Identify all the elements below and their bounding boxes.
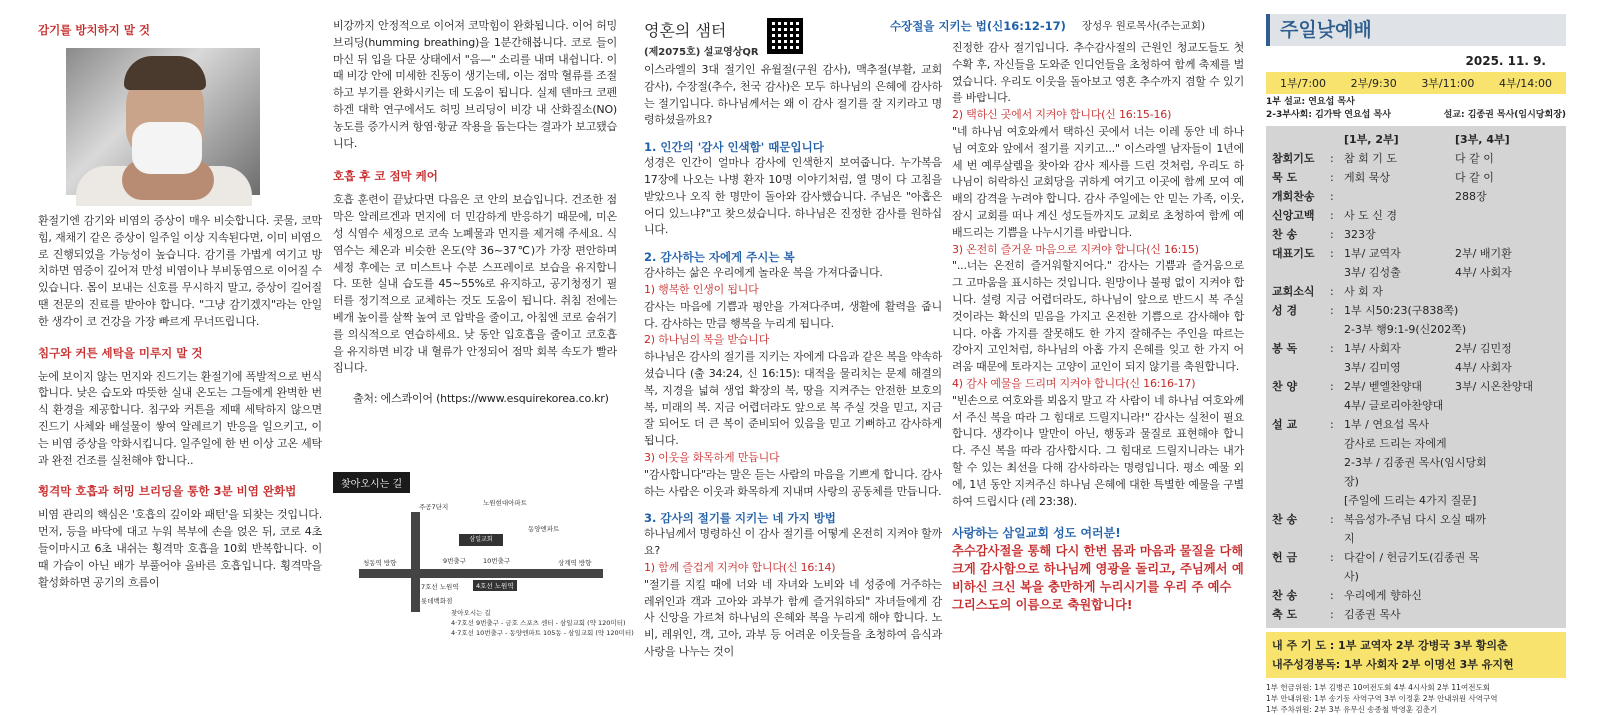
order-value: 복음성가-주님 다시 오실 때까지: [1344, 513, 1486, 545]
sermon-subpoint: 2) 택하신 곳에서 지켜야 합니다(신 16:15-16): [952, 108, 1172, 122]
bulletin-subtitle: (제2075호) 설교영상QR: [644, 47, 759, 58]
order-row: [1266, 415, 1566, 434]
order-value: 4부/ 글로리아찬양대: [1344, 399, 1444, 412]
heading-mucosa: 호흡 후 코 점막 케어: [333, 169, 438, 184]
order-colon: [1330, 396, 1344, 415]
order-value: 참 회 기 도: [1344, 152, 1397, 165]
order-label: [1266, 320, 1330, 339]
order-colon: [1330, 453, 1344, 491]
order-label: 대표기도: [1272, 247, 1315, 260]
order-header: [1부, 2부] [3부, 4부]: [1344, 133, 1510, 146]
order-value: 288장: [1455, 190, 1487, 203]
church-map: [333, 472, 634, 642]
order-label: 성 경: [1272, 304, 1298, 317]
next-week: [1266, 632, 1566, 678]
paragraph-bedding: 눈에 보이지 않는 먼지와 진드기는 환절기에 폭발적으로 번식합니다. 낮은 습도와 따뜻한 실내 온도는 그들에게 완벽한 번식 환경을 제공합니다. 침구와 커튼을 제때 세탁하지 않으면 진드기 사체와 배설물이 쌓여 알레르기 반응을 일으키고, 이는 비염 증상을 악화시킵니다. 일주일에 한 번 이상 고온 세탁과 완전 건조를 실천해야 합니다..: [38, 369, 322, 467]
order-value: 우리에게 향하신: [1344, 589, 1422, 602]
order-value: 1부/ 교역자: [1344, 247, 1401, 260]
order-row: [1266, 320, 1566, 339]
order-row: [1266, 548, 1566, 586]
closing-text: 추수감사절을 통해 다시 한번 몸과 마음과 물질을 다해 크게 감사함으로 하나님께 영광을 돌리고, 주님께서 예비하신 크신 복을 충만하게 누리시기를 우리 주 예수 그리스도의 이름으로 축원합니다!: [952, 544, 1244, 613]
order-label: [1266, 358, 1330, 377]
service-time: 2부/9:30: [1350, 77, 1397, 90]
lead-3: 설교: 김종권 목사(임시당회장): [1443, 110, 1566, 120]
order-row: [1266, 358, 1566, 377]
sermon-subpoint-text: 하나님은 감사의 절기를 지키는 자에게 다음과 같은 복을 약속하셨습니다 (출 34:24, 신 16:15): 대적을 물리치는 문제 해결의 복, 지경을 넓혀 생업 확장의 복, 땅을 지켜주는 안전한 보호의 복, 미래의 복. 지금 어렵더라도 앞으로 복 주실 것을 믿고, 지금 잘 되어도 더 큰 복이 준비되어 있음을 믿고 기뻐하고 감사하게 됩니다.: [644, 350, 942, 448]
order-value: [1455, 225, 1566, 244]
order-label: 신앙고백: [1272, 209, 1315, 222]
order-value: [1455, 605, 1566, 624]
order-value: 다 같 이: [1455, 152, 1494, 165]
order-row: [1266, 225, 1566, 244]
sermon-subpoint: 3) 이웃을 화목하게 만듭니다: [644, 450, 780, 464]
order-value: [1492, 415, 1566, 434]
order-colon: :: [1330, 589, 1334, 602]
map-road-label: 주공7단지: [419, 503, 449, 511]
sermon-title: 수장절을 지키는 법(신16:12-17): [890, 19, 1066, 33]
column-sermon-1: [644, 18, 942, 661]
order-label: [1266, 263, 1330, 282]
order-value: [1492, 396, 1566, 415]
order-row: [1266, 396, 1566, 415]
order-colon: :: [1330, 304, 1334, 317]
next-prayer: 내 주 기 도 : 1부 교역자 2부 강병국 3부 황의춘: [1272, 639, 1508, 652]
order-row: [1266, 187, 1566, 206]
order-colon: :: [1330, 209, 1334, 222]
map-direction: 4·7호선 9번출구 - 금호 스포츠 센터 - 삼일교회 (약 120미터): [451, 619, 626, 627]
order-label: 참회기도: [1272, 152, 1315, 165]
sermon-subpoint-text: "빈손으로 여호와를 뵈옵지 말고 각 사람이 네 하나님 여호와께서 주신 복을 따라 그 힘대로 드릴지니라!" 감사는 실천이 필요합니다. 생각이나 말만이 아닌, 행동과 물질로 표현해야 합니다. 주신 복을 따라 감사합시다. 그 힘대로 드릴지니라는 내가 할 수 있는 최선을 다해 감사하라는 명령입니다. 평소 예물 외에, 1년 동안 지켜주신 하나님 은혜에 대한 특별한 예물을 구별하여 드립시다 (레 23:38).: [952, 393, 1244, 508]
order-row: [1266, 149, 1566, 168]
order-value: [1455, 282, 1566, 301]
order-label: [1266, 396, 1330, 415]
committee-line: 1부 안내위원: 1부 송기동 사역구역 3부 이정훈 2부 안내위원 사역구역: [1266, 694, 1498, 703]
column-sermon-2: [952, 40, 1244, 614]
source-citation: 출처: 에스콰이어 (https://www.esquirekorea.co.kr): [353, 392, 609, 406]
order-value: 4부/ 사회자: [1455, 266, 1512, 279]
road-vertical: [411, 512, 420, 612]
closing-heading: 사랑하는 삼일교회 성도 여러분!: [952, 526, 1121, 541]
sermon-point-3-text: 하나님께서 명령하신 이 감사 절기를 어떻게 온전히 지켜야 할까요?: [644, 527, 942, 558]
order-colon: :: [1330, 380, 1334, 393]
order-value: 다같이 / 헌금기도(김종권 목사): [1344, 551, 1480, 583]
lead-line: [1266, 109, 1566, 122]
order-colon: :: [1330, 285, 1334, 298]
order-value: 3부/ 김미영: [1344, 361, 1401, 374]
order-value: 김종권 목사: [1344, 608, 1401, 621]
order-value: [1492, 301, 1566, 320]
bulletin-title: 영혼의 샘터: [644, 21, 727, 40]
sermon-preacher: 장성우 원로목사(주는교회): [1082, 20, 1206, 32]
order-row: [1266, 339, 1566, 358]
heading-cold: 감기를 방치하지 말 것: [38, 23, 150, 37]
sermon-text: 진정한 감사 절기입니다. 추수감사절의 근원인 청교도들도 첫 수확 후, 자신들을 도와준 인디언들을 초청하여 함께 축제를 벌였습니다. 우리도 이웃을 돌아보고 영혼 추수까지 겸할 수 있기를 바랍니다.: [952, 41, 1244, 105]
order-row: [1266, 301, 1566, 320]
heading-breathing: 횡격막 호흡과 허밍 브리딩을 통한 3분 비염 완화법: [38, 484, 297, 499]
service-time: 3부/11:00: [1421, 77, 1475, 90]
lead-2: 2-3부사회: 김가탁 연요섭 목사: [1266, 110, 1391, 120]
order-value: 2-3부 / 김종권 목사(임시당회장): [1344, 456, 1487, 488]
order-colon: :: [1330, 513, 1334, 526]
order-label: 묵 도: [1272, 171, 1298, 184]
order-row: [1266, 377, 1566, 396]
map-road-label: 9번출구: [443, 557, 466, 565]
order-colon: :: [1330, 342, 1334, 355]
service-time: 1부/7:00: [1280, 77, 1327, 90]
paragraph-breathing: 비염 관리의 핵심은 '호흡의 깊이와 패턴'을 되찾는 것입니다. 먼저, 등을 바닥에 대고 누워 복부에 손을 얹은 뒤, 코로 4초 들이마시고 6초 내쉬는 횡격막 호흡을 10회 반복합니다. 이때 가슴이 아닌 배가 부풀어야 올바른 호흡입니다. 횡격막을 활성화하면 공기의 흐름이: [38, 508, 322, 589]
order-colon: :: [1330, 418, 1334, 431]
order-value: 사 도 신 경: [1344, 209, 1397, 222]
order-row: [1266, 244, 1566, 263]
sermon-point-2: 2. 감사하는 자에게 주시는 복: [644, 250, 795, 265]
order-label: 개회찬송: [1272, 190, 1315, 203]
paragraph-cold: 환절기엔 감기와 비염의 증상이 매우 비슷합니다. 콧물, 코막힘, 재채기 같은 증상이 일주일 이상 지속된다면, 이미 비염으로 진행되었을 가능성이 높습니다. 감기를 가볍게 여기고 방치하면 염증이 깊어져 만성 비염이나 부비동염으로 이어질 수 있습니다. 몸이 보내는 신호를 무시하지 말고, 증상이 길어질 땐 전문의 진료를 받아야 합니다. "그냥 감기겠지"라는 안일한 생각이 코 건강을 가장 빠르게 무너뜨립니다.: [38, 214, 322, 328]
order-row: [1266, 206, 1566, 225]
order-value: 3부/ 김성출: [1344, 266, 1401, 279]
order-value: [1492, 320, 1566, 339]
order-label: [1266, 434, 1330, 453]
order-row: [1266, 434, 1566, 453]
map-direction: 4·7호선 10번출구 - 동양엔파트 105동 - 삼일교회 (약 120미터): [451, 629, 634, 637]
order-colon: :: [1330, 608, 1334, 621]
order-colon: :: [1330, 551, 1334, 564]
order-colon: :: [1330, 247, 1334, 260]
order-value: [1492, 434, 1566, 453]
order-row: [1266, 282, 1566, 301]
committee-line: 1부 헌금위원: 1부 김병곤 10여전도회 4부 4시사회 2부 11여전도회: [1266, 683, 1490, 692]
order-row: [1266, 491, 1566, 510]
order-value: [1492, 510, 1566, 548]
sermon-subpoint: 1) 행복한 인생이 됩니다: [644, 282, 759, 296]
sermon-subpoint: 2) 하나님의 복을 받습니다: [644, 333, 770, 347]
sermon-subpoint: 4) 감사 예물을 드리며 지켜야 합니다(신 16:16-17): [952, 376, 1196, 390]
sermon-point-2-text: 감사하는 삶은 우리에게 놀라운 복을 가져다줍니다.: [644, 266, 883, 280]
sermon-subpoint-text: "감사합니다"라는 말은 듣는 사람의 마음을 기쁘게 합니다. 감사하는 사람은 이웃과 화목하게 지내며 사랑의 공동체를 만듭니다.: [644, 467, 942, 498]
map-directions-title: 찾아오시는 길: [451, 609, 491, 617]
order-value: 감사로 드리는 자에게: [1344, 437, 1447, 450]
worship-title: 주일낮예배: [1266, 14, 1566, 46]
qr-code-icon[interactable]: [767, 18, 803, 54]
order-value: 4부/ 사회자: [1455, 361, 1512, 374]
order-value: 게회 묵상: [1344, 171, 1391, 184]
order-label: 찬 송: [1272, 513, 1298, 526]
heading-bedding: 침구와 커튼 세탁을 미루지 말 것: [38, 345, 203, 360]
order-colon: :: [1330, 171, 1334, 184]
order-label: 교회소식: [1272, 285, 1315, 298]
sneezing-man-photo: [66, 48, 260, 195]
map-road-label: 10번출구: [483, 557, 511, 565]
order-value: 다 같 이: [1455, 171, 1494, 184]
paragraph-humming: 비강까지 안정적으로 이어져 코막힘이 완화됩니다. 이어 허밍 브리딩(humming breathing)을 1분간해봅니다. 코로 들이마신 뒤 입을 다문 상태에서 "음—" 소리를 내며 내쉽니다. 이때 비강 안에 미세한 진동이 생기는데, 이는 점막 혈류를 조절하고 부기를 완화시키는 데 도움이 됩니다. 실제 덴마크 코펜하겐 대학 연구에서도 허밍 브리딩이 비강 내 산화질소(NO) 농도를 증가시켜 항염·항균 작용을 돕는다는 결과가 보고됐습니다.: [333, 19, 617, 150]
sermon-intro: 이스라엘의 3대 절기인 유월절(구원 감사), 맥추절(부활, 교회 감사), 수장절(추수, 천국 감사)은 모두 하나님의 은혜에 감사하는 절기입니다. 하나님께서는 왜 이 감사 절기를 잘 지키라고 명령하셨을까요?: [644, 63, 942, 127]
order-label: 찬 양: [1272, 380, 1298, 393]
road-horizontal: [359, 569, 603, 578]
order-colon: [1330, 320, 1344, 339]
sermon-subpoint-text: 감사는 마음에 기쁨과 평안을 가져다주며, 생활에 활력을 줍니다. 감사하는 만큼 행복을 누리게 됩니다.: [644, 299, 942, 330]
order-value: [1492, 491, 1566, 510]
order-colon: [1330, 491, 1344, 510]
sermon-point-3: 3. 감사의 절기를 지키는 네 가지 방법: [644, 511, 836, 526]
column-health-2: [333, 18, 617, 408]
order-colon: :: [1330, 228, 1334, 241]
order-value: 2부/ 김민정: [1455, 342, 1512, 355]
order-label: 봉 독: [1272, 342, 1298, 355]
order-value: 2부/ 배기환: [1455, 247, 1512, 260]
order-label: 설 교: [1272, 418, 1298, 431]
order-value: [1492, 548, 1566, 586]
map-road-label: 상계역 방향: [558, 559, 592, 567]
order-value: 1부 시50:23(구838쪽): [1344, 304, 1459, 317]
column-health-1: [38, 22, 322, 591]
order-row: [1266, 263, 1566, 282]
map-road-label: 노원현대아파트: [483, 499, 527, 507]
map-road-label: 동양엔파트: [528, 525, 560, 533]
committee-line: 1부 주차위원: 2부 3부 유무신 송종철 박영훈 김춘기: [1266, 705, 1438, 714]
order-colon: :: [1330, 152, 1334, 165]
order-label: 찬 송: [1272, 228, 1298, 241]
sermon-subpoint: 3) 온전히 즐거운 마음으로 지켜야 합니다(신 16:15): [952, 242, 1199, 256]
order-value: [1492, 453, 1566, 491]
order-row: [1266, 510, 1566, 548]
order-value: [1492, 206, 1566, 225]
order-rows: [1266, 149, 1566, 624]
order-label: 축 도: [1272, 608, 1298, 621]
order-value: 1부/ 사회자: [1344, 342, 1401, 355]
order-value: 2부/ 벧엘찬양대: [1344, 380, 1422, 393]
sermon-point-1-text: 성경은 인간이 얼마나 감사에 인색한지 보여줍니다. 누가복음 17장에 나오는 나병 환자 10명 이야기처럼, 열 명이 다 고침을 받았으나 오직 한 명만이 돌아와 감사했습니다. 주님은 "아홉은 어디 있느냐?"고 찾으셨습니다. 하나님은 진정한 감사를 원하십니다.: [644, 156, 942, 237]
order-label: 헌 금: [1272, 551, 1298, 564]
order-value: [주일에 드리는 4가지 질문]: [1344, 494, 1477, 507]
order-value: [1344, 187, 1455, 206]
order-table: [1266, 126, 1566, 628]
order-colon: [1330, 263, 1344, 282]
worship-order: [1266, 14, 1566, 715]
order-colon: :: [1330, 190, 1334, 203]
service-time: 4부/14:00: [1498, 77, 1552, 90]
service-times: [1266, 72, 1566, 94]
next-reading: 내주성경봉독: 1부 사회자 2부 이명선 3부 유지현: [1272, 658, 1514, 671]
sermon-subpoint-text: "절기를 지킬 때에 너와 네 자녀와 노비와 네 성중에 거주하는 레위인과 객과 고아와 과부가 함께 즐거워하되" 자녀들에게 감사 신앙을 가르쳐 하나님의 은혜와 복을 누리게 해야 합니다. 노비, 레위인, 객, 고아, 과부 등 어려운 이웃들을 초청하여 음식과 사랑을 나누는 것이: [644, 577, 942, 658]
worship-date: 2025. 11. 9.: [1465, 54, 1546, 68]
sermon-point-1: 1. 인간의 '감사 인색함' 때문입니다: [644, 140, 824, 155]
order-value: 323장: [1344, 228, 1376, 241]
closing-message: [952, 524, 1244, 614]
committee-list: [1266, 682, 1566, 715]
order-label: 찬 송: [1272, 589, 1298, 602]
order-row: [1266, 168, 1566, 187]
sermon-subpoint-text: "네 하나님 여호와께서 택하신 곳에서 너는 이레 동안 네 하나님 여호와 앞에서 절기를 지키고..." 이스라엘 남자들이 1년에 세 번 예루살렘을 찾아와 감사 제사를 드린 것처럼, 우리도 하나님이 허락하신 교회당을 귀하게 여기고 이곳에 함께 모여 예배의 감격을 누려야 합니다. 감사 주일에는 안 믿는 가족, 이웃, 잠시 교회를 떠나 계신 성도들까지도 교회로 초청하여 함께 예배드리는 기쁨을 나누시기를 바랍니다.: [952, 124, 1244, 239]
order-colon: [1330, 434, 1344, 453]
order-colon: [1330, 358, 1344, 377]
order-value: [1492, 586, 1566, 605]
church-marker: 삼일교회: [459, 534, 503, 546]
order-value: 1부 / 연요섭 목사: [1344, 418, 1429, 431]
lead-1: 1부 설교: 연요섭 목사: [1266, 97, 1355, 107]
paragraph-mucosa: 호흡 훈련이 끝났다면 다음은 코 안의 보습입니다. 건조한 점막은 알레르겐과 먼지에 더 민감하게 반응하기 때문에, 미온성 식염수 세정으로 코속 노폐물과 먼지를 제거해 주세요. 식염수는 체온과 비슷한 온도(약 36~37℃)가 가장 편안하며 세정 후에는 코 미스트나 수분 스프레이로 보습을 유지합니다. 또한 실내 습도를 45~55%로 유지하고, 공기청정기 필터를 정기적으로 교체하는 것도 도움이 됩니다. 취침 전에는 베개 높이를 살짝 높여 코 압박을 줄이고, 아침엔 코로 숨쉬기를 의식적으로 연습하세요. 낮 동안 입호흡을 줄이고 코호흡을 유지하면 비강 내 혈류가 안정되어 점막 회복 속도가 빨라집니다.: [333, 193, 617, 375]
order-value: 사 회 자: [1344, 285, 1383, 298]
map-road-label: 롯데백화점: [421, 597, 453, 605]
order-value: 3부/ 시온찬양대: [1455, 380, 1533, 393]
map-station: 4호선 노원역: [473, 580, 517, 591]
map-station: 7호선 노원역: [421, 583, 459, 591]
map-title: 찾아오시는 길: [333, 472, 410, 493]
order-row: [1266, 605, 1566, 624]
order-label: [1266, 453, 1330, 491]
sermon-subpoint-text: "...너는 온전히 즐거워할지어다." 감사는 기쁨과 즐거움으로 그 고마움을 표시하는 것입니다. 원망이나 불평 없이 지켜야 합니다. 설령 지금 어렵더라도, 하나님이 앞으로 반드시 복 주실 것이라는 확신의 믿음을 가지고 온전한 기쁨으로 감사해야 합니다. 아홉 가지를 잘못해도 한 가지 잘해주는 주인을 따르는 강아지 고인처럼, 하나님의 아홉 가지 은혜를 잊고 한 가지 어려움 때문에 토라지는 고양이 교인이 되지 않기를 축원합니다.: [952, 259, 1244, 374]
sermon-subpoint: 1) 함께 즐겁게 지켜야 합니다(신 16:14): [644, 560, 836, 574]
order-row: [1266, 586, 1566, 605]
order-label: [1266, 491, 1330, 510]
order-value: 2-3부 행9:1-9(신202쪽): [1344, 323, 1467, 336]
map-road-label: 청동역 방향: [363, 559, 397, 567]
order-row: [1266, 453, 1566, 491]
